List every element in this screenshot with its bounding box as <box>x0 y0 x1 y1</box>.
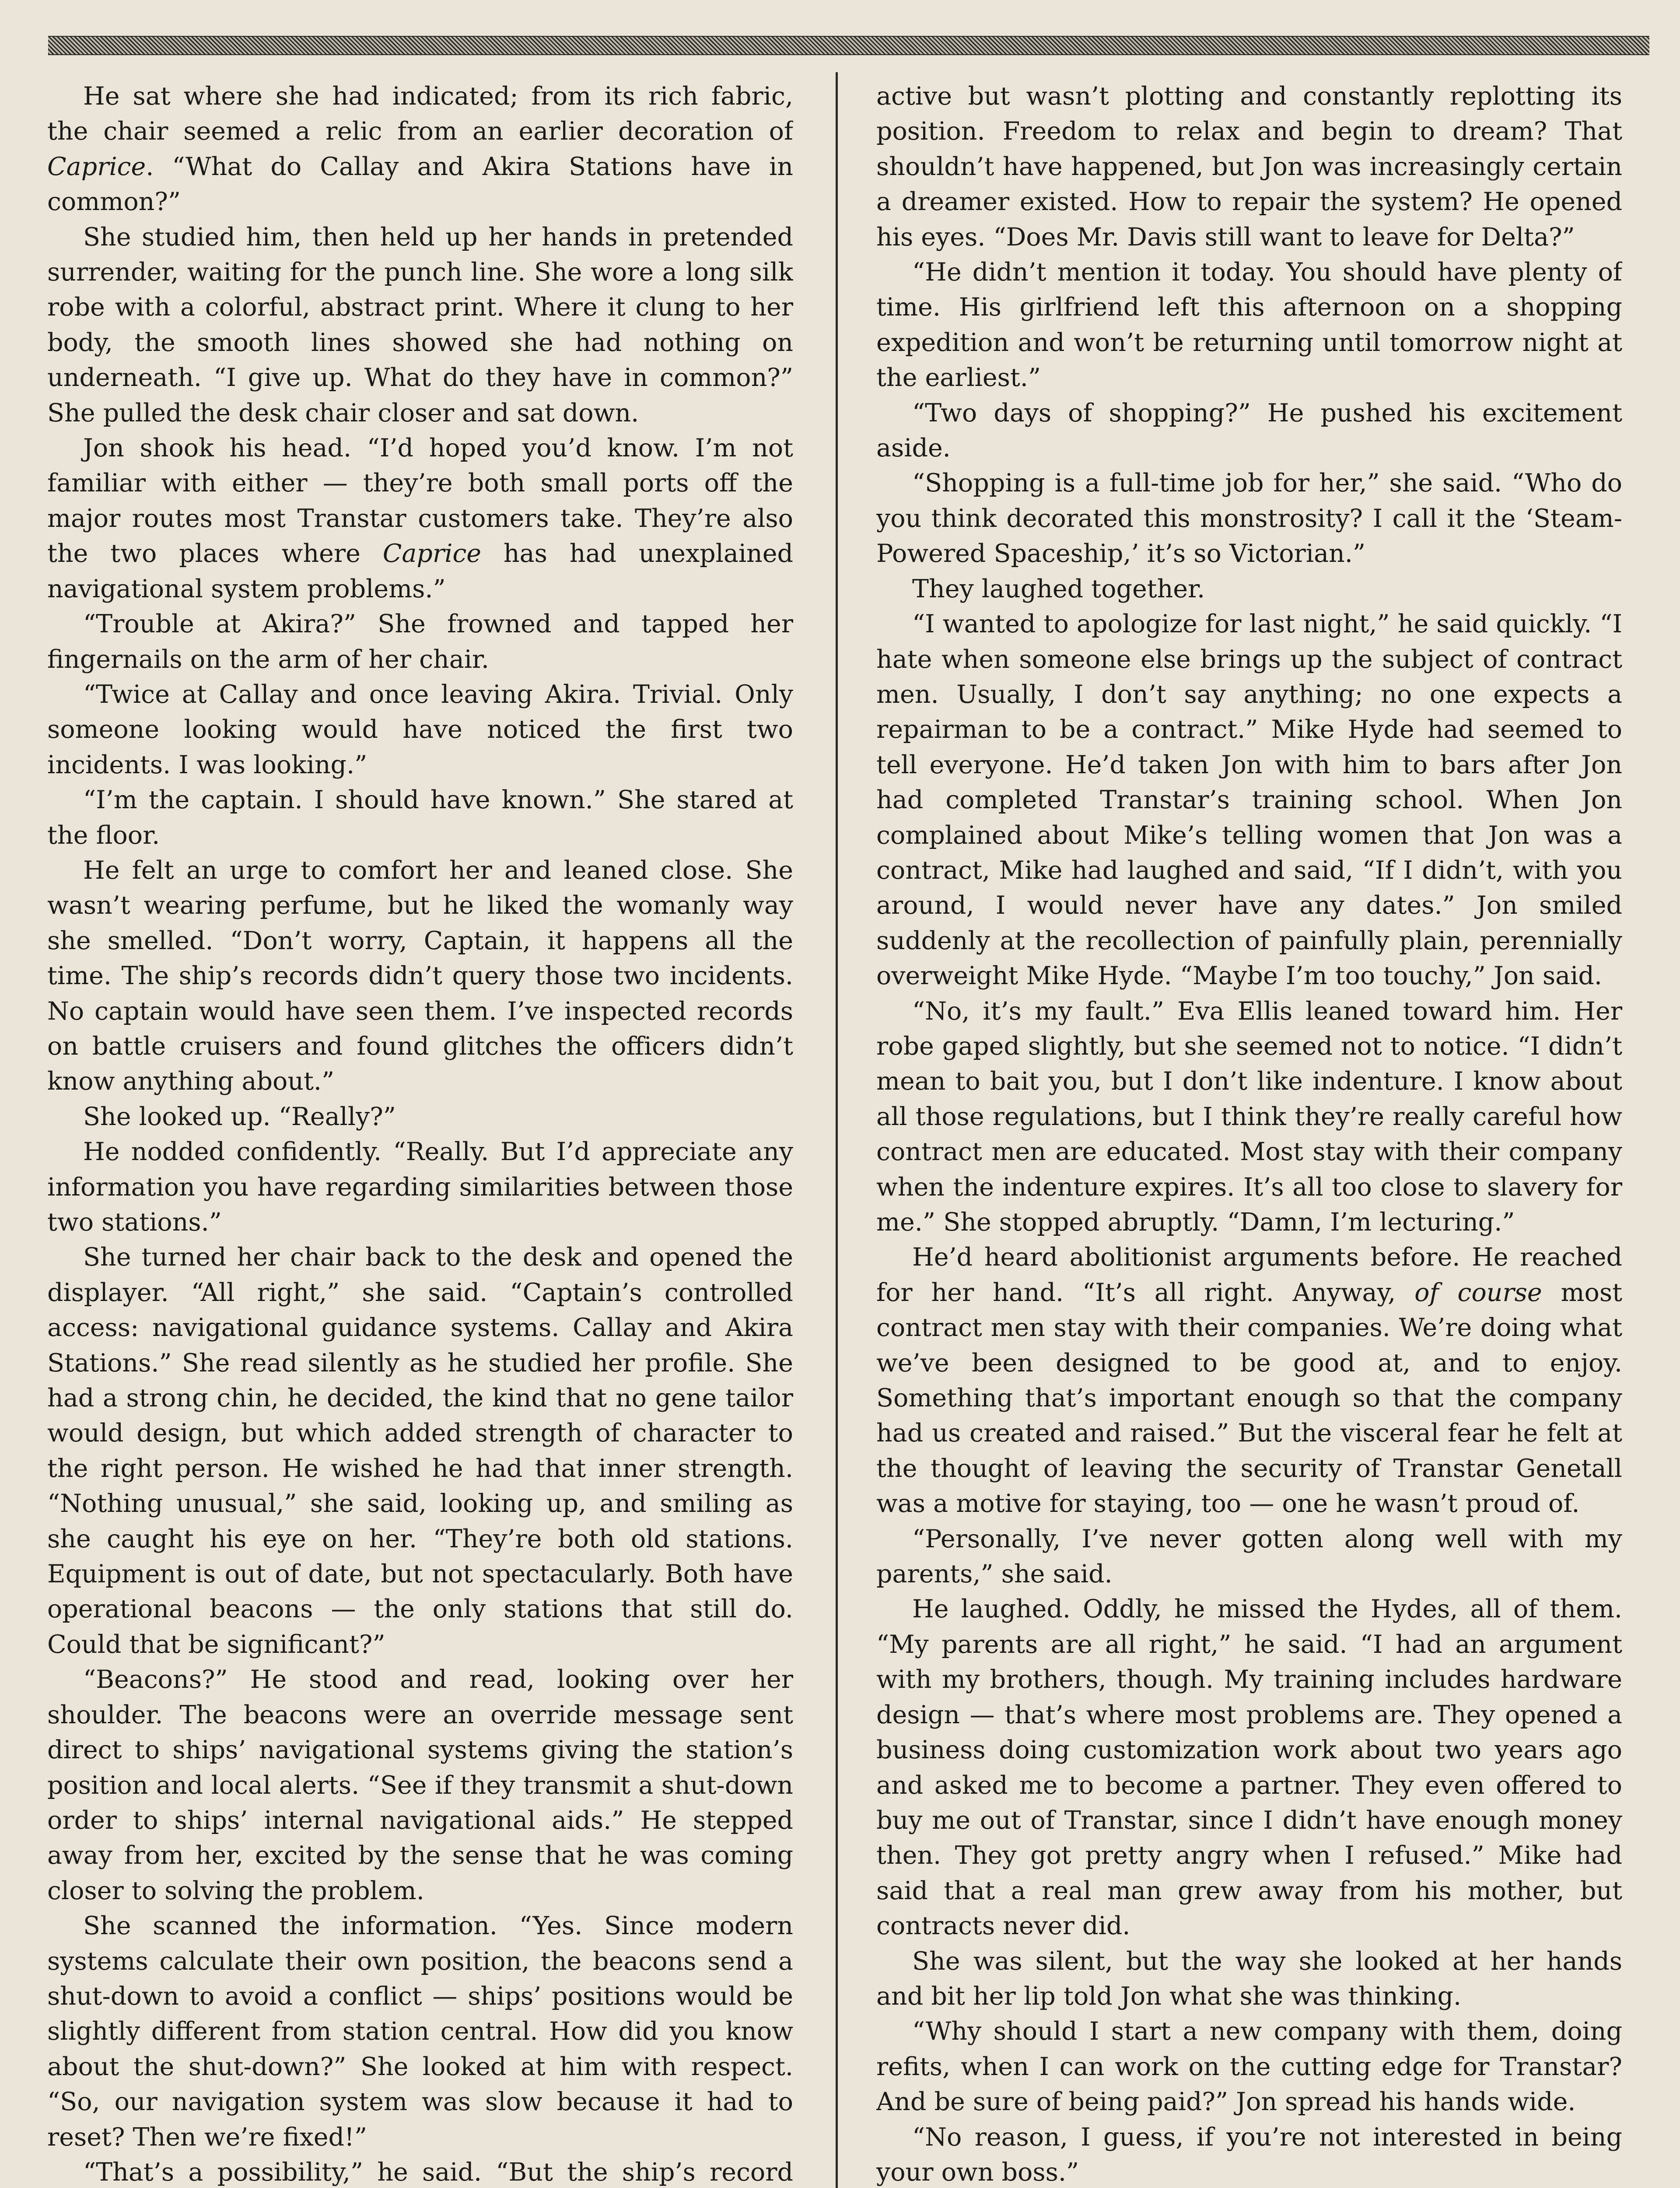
paragraph-text: Jon shook his head. “I’d hoped you’d know. I’m not familiar with either — they’re both small ports off the major routes most Transtar customers take. They’re also the two places where <box>47 434 793 568</box>
paragraph-text: “Why should I start a new company with them, doing refits, when I can work on the cutting edge for Transtar? And be sure of being paid?” Jon spread his hands wide. <box>876 2017 1622 2117</box>
paragraph-text: “I wanted to apologize for last night,” he said quickly. “I hate when someone else brings up the subject of contract men. Usually, I don’t say anything; no one expects a repairman to be a contract.” Mike Hyde had seemed to tell everyone. He’d taken Jon with him to bars after Jon had completed Transtar’s training school. When Jon complained about Mike’s telling women that Jon was a contract, Mike had laughed and said, “If I didn’t, with you around, I would never have any dates.” Jon smiled suddenly at the recollection of painfully plain, perennially overweight Mike Hyde. “Maybe I’m too touchy,” Jon said. <box>876 610 1622 991</box>
story-paragraph <box>876 1240 1622 1521</box>
paragraph-text: “Personally, I’ve never gotten along well with my parents,” she said. <box>876 1524 1622 1589</box>
paragraph-text: “Twice at Callay and once leaving Akira. Trivial. Only someone looking would have noticed the first two incidents. I was looking.” <box>47 680 793 779</box>
paragraph-text: “Trouble at Akira?” She frowned and tapped her fingernails on the arm of her chair. <box>47 610 793 674</box>
story-paragraph <box>47 853 793 1099</box>
paragraph-text: He sat where she had indicated; from its rich fabric, the chair seemed a relic from an earlier decoration of <box>47 82 793 146</box>
story-paragraph <box>876 572 1622 607</box>
story-paragraph <box>47 2155 793 2188</box>
paragraph-text: . “What do Callay and Akira Stations have in common?” <box>47 152 793 217</box>
paragraph-text: He laughed. Oddly, he missed the Hydes, all of them. “My parents are all right,” he said. “I had an argument with my brothers, though. My training includes hardware design — that’s where most problems are. They opened a business doing customization work about two years ago and asked me to become a partner. They even offered to buy me out of Transtar, since I didn’t have enough money then. They got pretty angry when I refused.” Mike had said that a real man grew away from his mother, but contracts never did. <box>876 1595 1622 1941</box>
italic-text: Caprice <box>382 539 481 568</box>
paragraph-text: “That’s a possibility,” he said. “But the ship’s record <box>83 2157 793 2187</box>
paragraph-text: She scanned the information. “Yes. Since modern systems calculate their own position, the beacons send a shut-down to avoid a conflict — ships’ positions would be slightly different from station central. How did you know about the shut-down?” She looked at him with respect. “So, our navigation system was slow because it had to reset? Then we’re fixed!” <box>47 1911 793 2152</box>
paragraph-text: “Shopping is a full-time job for her,” she said. “Who do you think decorated this monstrosity? I call it the ‘Steam-Powered Spaceship,’ it’s so Victorian.” <box>876 469 1622 568</box>
story-paragraph <box>47 1240 793 1662</box>
story-paragraph <box>876 2120 1622 2188</box>
paragraph-text: She looked up. “Really?” <box>83 1102 396 1131</box>
paragraph-text: “Beacons?” He stood and read, looking over her shoulder. The beacons were an override message sent direct to ships’ navigational systems giving the station’s position and local alerts. “See if they transmit a shut-down order to ships’ internal navigational aids.” He stepped away from her, excited by the sense that he was coming closer to solving the problem. <box>47 1665 793 1905</box>
paragraph-text: “He didn’t mention it today. You should have plenty of time. His girlfriend left this afternoon on a shopping expedition and won’t be returning until tomorrow night at the earliest.” <box>876 258 1622 393</box>
italic-text: of course <box>1414 1278 1542 1307</box>
paragraph-text: “No reason, I guess, if you’re not interested in being your own boss.” <box>876 2122 1622 2187</box>
paragraph-text: She was silent, but the way she looked at her hands and bit her lip told Jon what she was thinking. <box>876 1946 1622 2011</box>
story-paragraph <box>876 396 1622 466</box>
story-paragraph <box>47 782 793 853</box>
paragraph-text: She turned her chair back to the desk and opened the displayer. “All right,” she said. “Captain’s controlled access: navigational guidance systems. Callay and Akira Stations.” She read silently as he studied her profile. She had a strong chin, he decided, the kind that no gene tailor would design, but which added strength of character to the right person. He wished he had that inner strength. “Nothing unusual,” she said, looking up, and smiling as she caught his eye on her. “They’re both old stations. Equipment is out of date, but not spectacularly. Both have operational beacons — the only stations that still do. Could that be significant?” <box>47 1243 793 1659</box>
paragraph-text: He nodded confidently. “Really. But I’d appreciate any information you have regarding similarities between those two stations.” <box>47 1137 793 1237</box>
story-paragraph <box>876 607 1622 993</box>
story-column-left <box>47 79 793 2188</box>
story-paragraph <box>876 1944 1622 2014</box>
story-paragraph <box>47 1908 793 2155</box>
paragraph-text: They laughed together. <box>912 574 1205 603</box>
story-column-right <box>876 79 1622 2188</box>
story-paragraph <box>47 79 793 220</box>
story-paragraph <box>876 1522 1622 1592</box>
story-paragraph <box>47 607 793 677</box>
story-paragraph <box>47 431 793 607</box>
story-paragraph <box>47 1662 793 1908</box>
story-paragraph <box>876 255 1622 396</box>
top-decorative-rule <box>48 36 1649 55</box>
story-paragraph <box>876 466 1622 571</box>
paragraph-text: She studied him, then held up her hands in pretended surrender, waiting for the punch line. She wore a long silk robe with a colorful, abstract print. Where it clung to her body, the smooth lines showed she had nothing on underneath. “I give up. What do they have in common?” She pulled the desk chair closer and sat down. <box>47 222 793 428</box>
paragraph-text: He’d heard abolitionist arguments before. He reached for her hand. “It’s all right. Anyway, <box>876 1243 1622 1307</box>
story-paragraph <box>876 2014 1622 2119</box>
italic-text: Caprice <box>47 152 146 181</box>
story-paragraph <box>47 1099 793 1134</box>
continued-paragraph: active but wasn’t plotting and constantly replotting its position. Freedom to relax and begin to dream? That shouldn’t have happened, but Jon was increasingly certain a dreamer existed. How to repair the system? He opened his eyes. “Does Mr. Davis still want to leave for Delta?” <box>876 82 1622 252</box>
paragraph-text: “Two days of shopping?” He pushed his excitement aside. <box>876 398 1622 463</box>
paragraph-text: most contract men stay with their companies. We’re doing what we’ve been designed to be good at, and to enjoy. Something that’s important enough so that the company had us created and raised.” But the visceral fear he felt at the thought of leaving the security of Transtar Genetall was a motive for staying, too — one he wasn’t proud of. <box>876 1278 1622 1518</box>
paragraph-text: “I’m the captain. I should have known.” She stared at the floor. <box>47 785 793 850</box>
story-paragraph <box>876 994 1622 1240</box>
story-paragraph <box>876 1592 1622 1943</box>
column-divider <box>836 72 838 2188</box>
paragraph-text: has had unexplained navigational system problems.” <box>47 539 793 603</box>
story-paragraph <box>47 677 793 782</box>
paragraph-text: He felt an urge to comfort her and leaned close. She wasn’t wearing perfume, but he liked the womanly way she smelled. “Don’t worry, Captain, it happens all the time. The ship’s records didn’t query those two incidents. No captain would have seen them. I’ve inspected records on battle cruisers and found glitches the officers didn’t know anything about.” <box>47 856 793 1096</box>
paragraph-text: “No, it’s my fault.” Eva Ellis leaned toward him. Her robe gaped slightly, but she seemed not to notice. “I didn’t mean to bait you, but I don’t like indenture. I know about all those regulations, but I think they’re really careful how contract men are educated. Most stay with their company when the indenture expires. It’s all too close to slavery for me.” She stopped abruptly. “Damn, I’m lecturing.” <box>876 996 1622 1237</box>
story-paragraph <box>47 220 793 431</box>
story-paragraph <box>47 1134 793 1240</box>
